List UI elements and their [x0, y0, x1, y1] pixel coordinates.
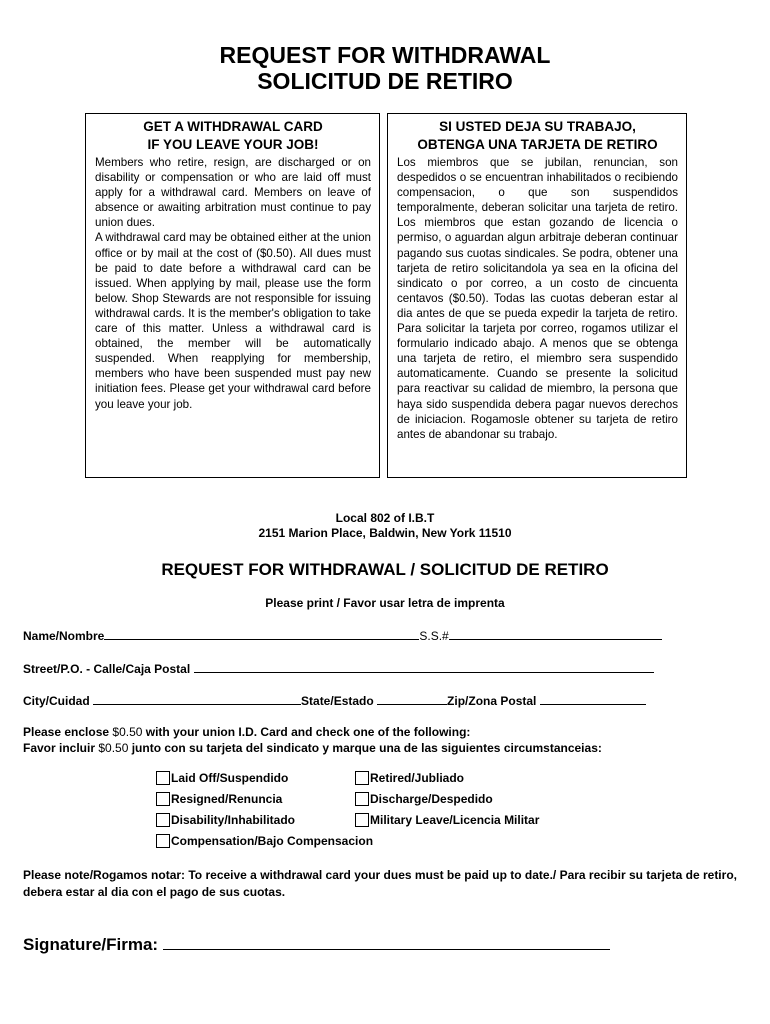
spanish-box-text: [397, 155, 678, 442]
zip-label: Zip/Zona Postal: [447, 694, 537, 708]
disability-checkbox[interactable]: [156, 813, 170, 827]
ss-label: S.S.#: [419, 629, 449, 643]
union-local-name: Local 802 of I.B.T: [335, 511, 435, 525]
spanish-box-heading: SI USTED DEJA SU TRABAJO, OBTENGA UNA TARJETA DE RETIRO: [417, 119, 658, 152]
english-box-text: [95, 155, 371, 412]
signature-row: [23, 933, 610, 955]
spanish-info-box: [387, 113, 687, 478]
ss-field[interactable]: [449, 627, 662, 640]
option-discharge[interactable]: Discharge/Despedido: [355, 792, 493, 806]
fee-amount-es: $0.50: [98, 741, 129, 755]
spanish-para-1: Los miembros que se jubilan, renuncian, son despedidos o se encuentran inhabilitados o recibiendo compensacion, o que son suspendidos temporalmente, deberan solicitar una tarjeta de retiro. Los miembros que estan gozando de licencia o permiso, o aguardan algun arbitraje deberan continuar pagando sus cuotas sindicales. Se podra, obtener una tarjeta de retiro solicitandola ya sea en la oficina del sindicato o por correo, a un costo de cincuenta centavos ($0.50). Todas las cuotas deberan estar al dia antes de que se pueda expedir la tarjeta de retiro. Para solicitar la tarjeta por correo, rogamos utilizar el formulario indicado abajo. A menos que se obtenga una tarjeta de retiro, el miembro sera suspendido automaticamente. Cuando se presente la solicitud para reactivar su calidad de miembro, la persona que haya sido suspendida debera pagar nuevos derechos de iniciacion. Rogamosle obtener su tarjeta de retiro antes de abandonar su trabajo.: [397, 156, 678, 441]
option-retired[interactable]: Retired/Jubliado: [355, 771, 464, 785]
resigned-checkbox[interactable]: [156, 792, 170, 806]
english-info-box: [85, 113, 380, 478]
favor-instruction: Favor incluir $0.50 junto con su tarjeta del sindicato y marque una de las siguientes circumstanceias:: [23, 741, 602, 755]
city-field[interactable]: [93, 692, 301, 705]
name-label: Name/Nombre: [23, 629, 105, 643]
english-para-2: A withdrawal card may be obtained either at the union office or by mail at the cost of ($0.50). All dues must be paid to date before a withdrawal card can be issued. When applying by mail, please use the form below. Shop Stewards are not responsible for issuing withdrawal cards. It is the member's obligation to take care of this matter. Unless a withdrawal card is obtained, the member will be automatically suspended. When reapplying for membership, members who have been suspended must pay new initiation fees. Please get your withdrawal card before you leave your job.: [95, 231, 371, 411]
street-field[interactable]: [194, 660, 654, 673]
option-compensation[interactable]: Compensation/Bajo Compensacion: [156, 834, 373, 848]
option-resigned[interactable]: Resigned/Renuncia: [156, 792, 282, 806]
state-label: State/Estado: [301, 694, 374, 708]
signature-field[interactable]: [163, 933, 610, 950]
option-disability[interactable]: Disability/Inhabilitado: [156, 813, 295, 827]
zip-field[interactable]: [540, 692, 646, 705]
document-title: REQUEST FOR WITHDRAWAL: [219, 42, 551, 68]
laid-off-checkbox[interactable]: [156, 771, 170, 785]
military-checkbox[interactable]: [355, 813, 369, 827]
street-row: [23, 660, 654, 676]
street-label: Street/P.O. - Calle/Caja Postal: [23, 662, 191, 676]
dues-note: Please note/Rogamos notar: To receive a withdrawal card your dues must be paid up to date./ Para recibir su tarjeta de retiro, debera estar al dia con el pago de sus cuotas.: [23, 868, 737, 899]
form-title: REQUEST FOR WITHDRAWAL / SOLICITUD DE RETIRO: [161, 560, 609, 579]
signature-label: Signature/Firma:: [23, 935, 159, 954]
english-box-heading: GET A WITHDRAWAL CARD IF YOU LEAVE YOUR JOB!: [143, 119, 323, 152]
document-subtitle: SOLICITUD DE RETIRO: [257, 68, 513, 94]
fee-amount: $0.50: [112, 725, 143, 739]
union-address: 2151 Marion Place, Baldwin, New York 11510: [258, 526, 512, 540]
english-para-1: Members who retire, resign, are discharged or on disability or compensation or who are laid off must apply for a withdrawal card. Members on leave of absence or awaiting arbitration must continue to pay union dues.: [95, 156, 371, 230]
city-label: City/Cuidad: [23, 694, 90, 708]
print-instruction: Please print / Favor usar letra de imprenta: [265, 596, 505, 610]
city-row: [23, 692, 646, 708]
name-row: [23, 627, 662, 643]
name-field[interactable]: [104, 627, 419, 640]
discharge-checkbox[interactable]: [355, 792, 369, 806]
state-field[interactable]: [377, 692, 447, 705]
option-laid-off[interactable]: Laid Off/Suspendido: [156, 771, 288, 785]
option-military[interactable]: Military Leave/Licencia Militar: [355, 813, 539, 827]
compensation-checkbox[interactable]: [156, 834, 170, 848]
enclose-instruction: Please enclose $0.50 with your union I.D. Card and check one of the following:: [23, 725, 471, 739]
retired-checkbox[interactable]: [355, 771, 369, 785]
